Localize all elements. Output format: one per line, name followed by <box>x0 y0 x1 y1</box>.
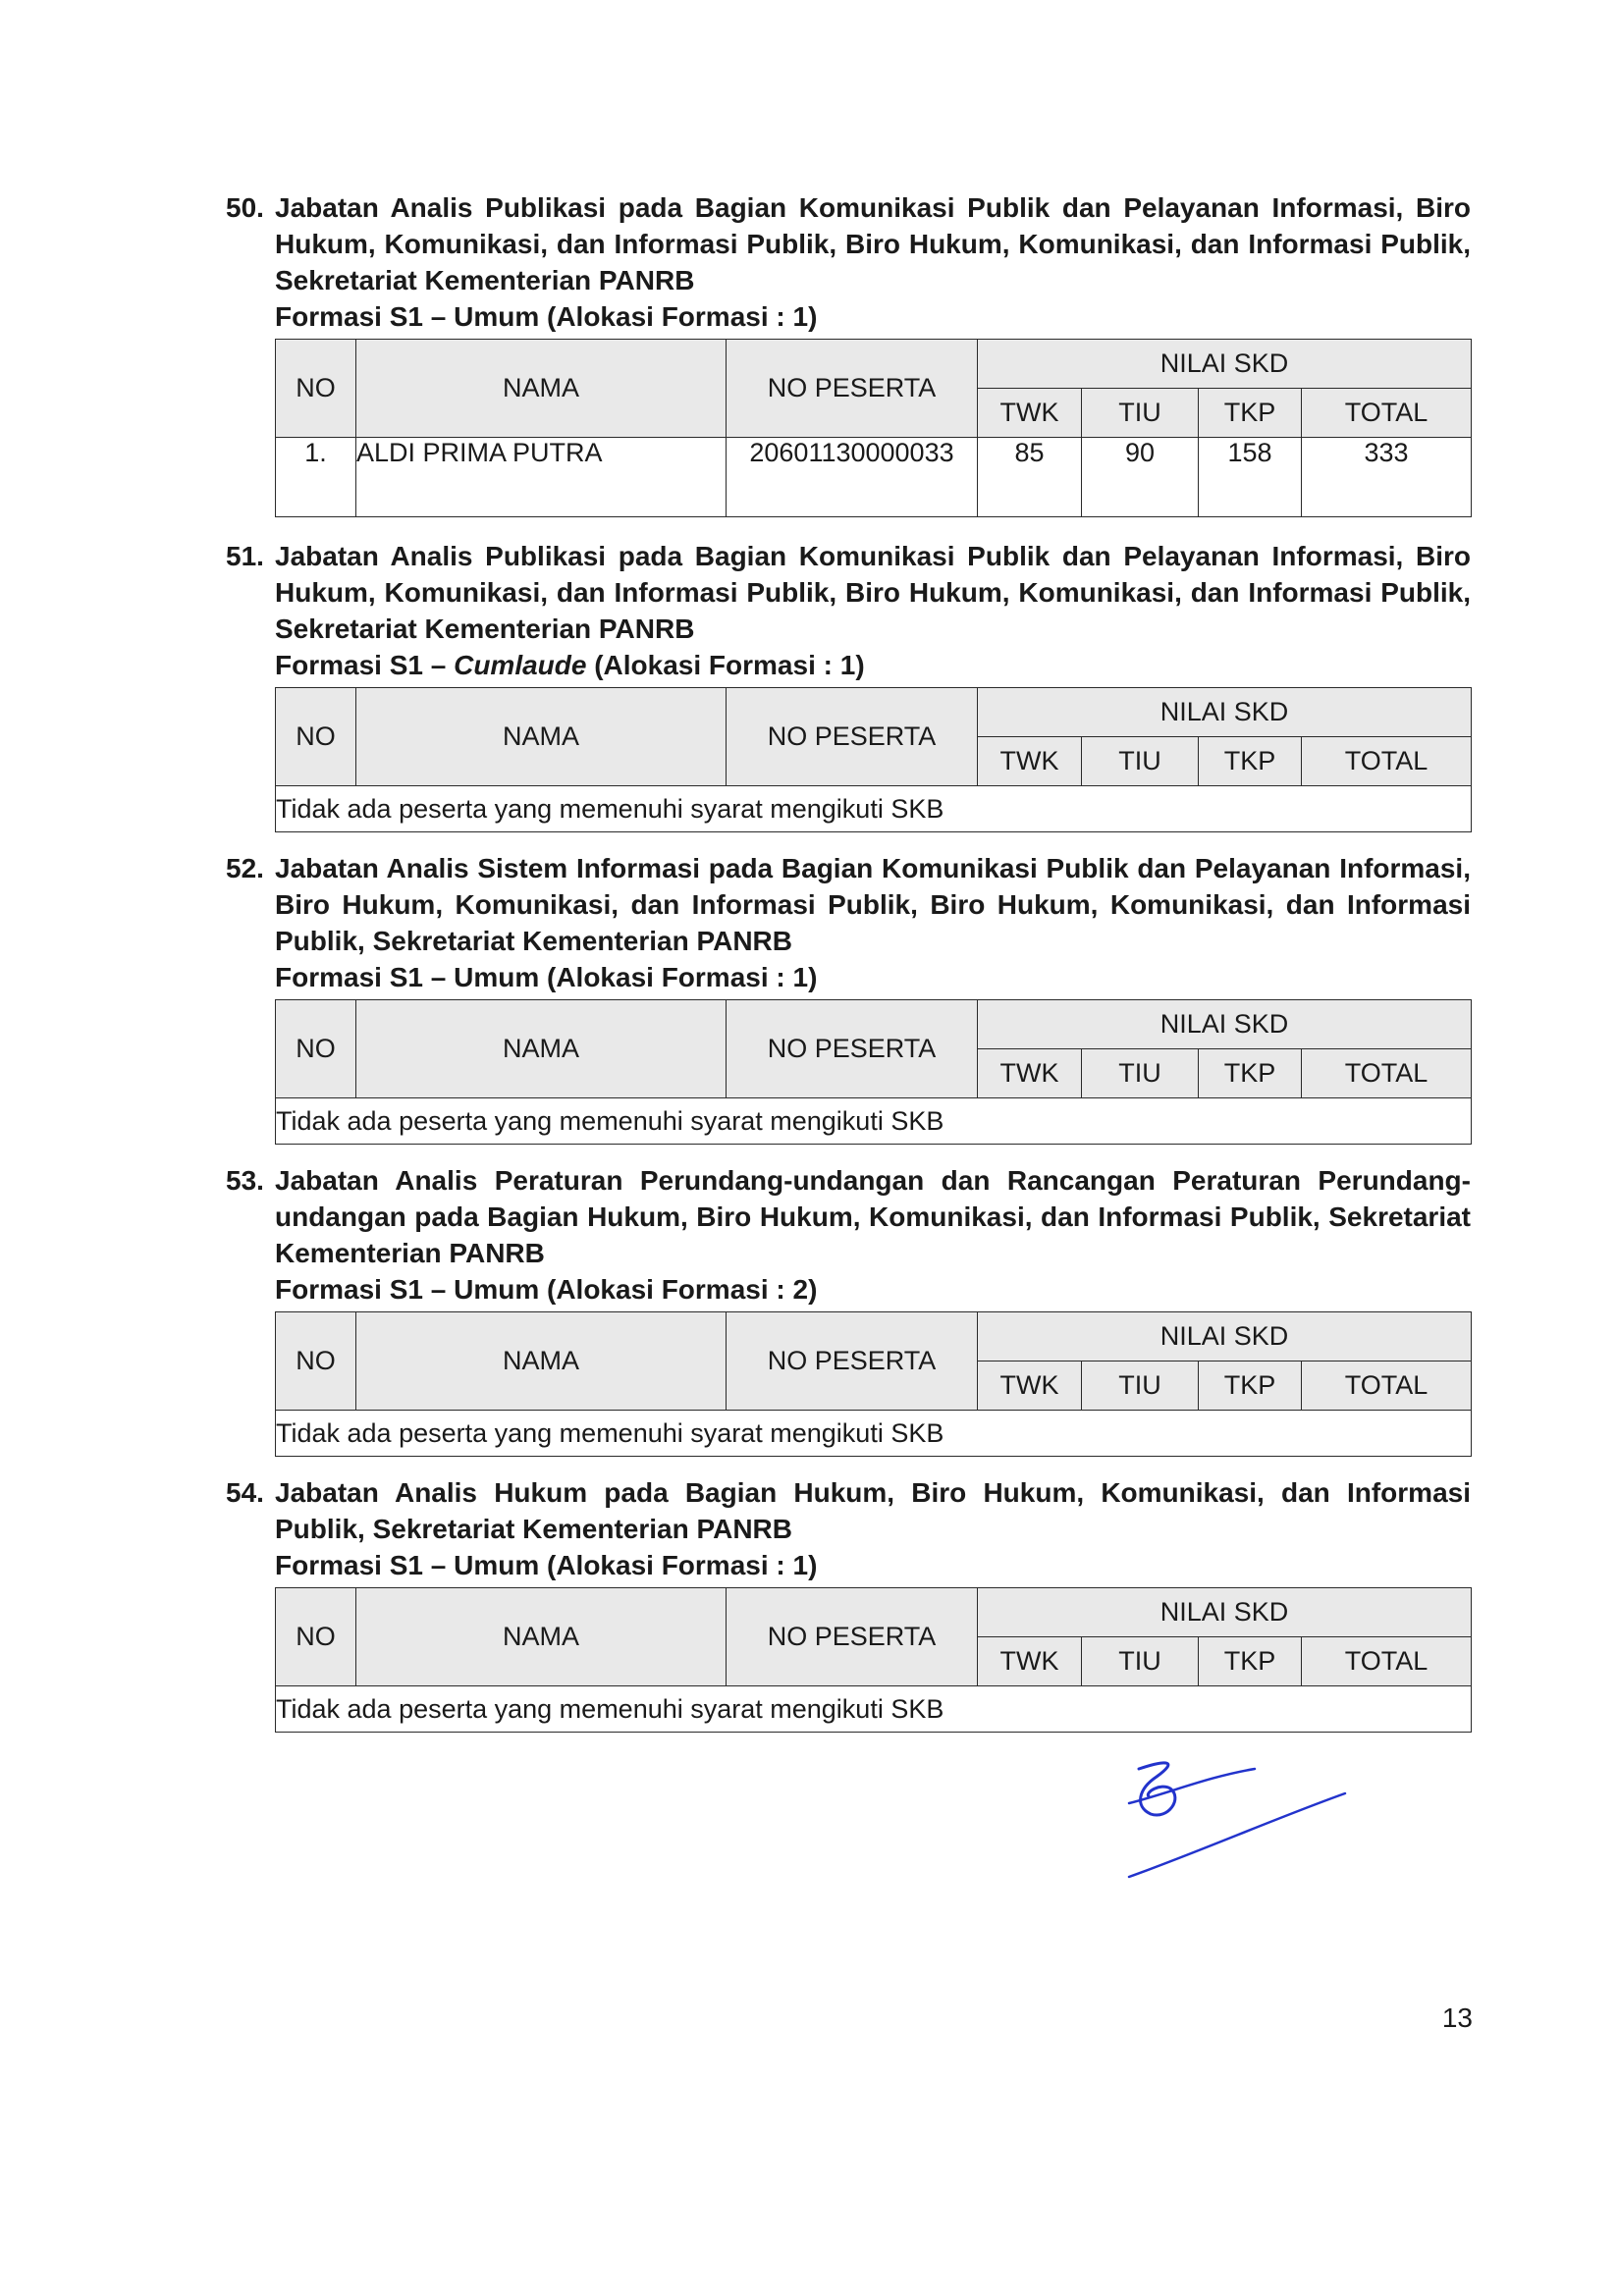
section-number: 50. <box>226 192 264 223</box>
empty-message: Tidak ada peserta yang memenuhi syarat mengikuti SKB <box>276 1411 1472 1457</box>
section-50 <box>226 189 1471 517</box>
section-51 <box>226 538 1471 832</box>
header-twk: TWK <box>978 1637 1082 1686</box>
cell-no-peserta: 20601130000033 <box>727 438 978 517</box>
formasi-prefix: Formasi S1 – <box>275 650 455 680</box>
section-heading <box>226 538 1471 683</box>
header-total: TOTAL <box>1302 1049 1472 1098</box>
formasi-type: Cumlaude <box>454 650 587 680</box>
header-no: NO <box>276 1312 356 1411</box>
header-nama: NAMA <box>356 1000 727 1098</box>
section-heading <box>226 850 1471 995</box>
formasi-line <box>275 647 1471 683</box>
formasi-line <box>275 1547 1471 1583</box>
cell-tiu: 90 <box>1082 438 1199 517</box>
header-tiu: TIU <box>1082 737 1199 786</box>
page-number: 13 <box>1441 2002 1473 2033</box>
header-nama: NAMA <box>356 1588 727 1686</box>
section-number: 52. <box>226 853 264 883</box>
section-heading <box>226 1162 1471 1308</box>
section-title: Jabatan Analis Hukum pada Bagian Hukum, Biro Hukum, Komunikasi, dan Informasi Publik, Sekretariat Kementerian PANRB <box>275 1477 1471 1544</box>
skd-table <box>275 1311 1472 1457</box>
header-nama: NAMA <box>356 1312 727 1411</box>
header-nilai-skd: NILAI SKD <box>978 1000 1472 1049</box>
formasi-suffix: (Alokasi Formasi : 1) <box>586 650 865 680</box>
empty-row <box>276 786 1472 832</box>
formasi-line <box>275 1271 1471 1308</box>
header-no: NO <box>276 688 356 786</box>
header-no: NO <box>276 1000 356 1098</box>
header-tkp: TKP <box>1199 1637 1302 1686</box>
signature-stroke-1 <box>1139 1763 1175 1815</box>
header-total: TOTAL <box>1302 737 1472 786</box>
formasi-type: Umum <box>454 1550 540 1580</box>
section-title: Jabatan Analis Publikasi pada Bagian Komunikasi Publik dan Pelayanan Informasi, Biro Hukum, Komunikasi, dan Informasi Publik, Biro Hukum, Komunikasi, dan Informasi Publik, Sekretariat Kementerian PANRB <box>275 192 1471 295</box>
section-title: Jabatan Analis Sistem Informasi pada Bagian Komunikasi Publik dan Pelayanan Informasi, Biro Hukum, Komunikasi, dan Informasi Publik, Biro Hukum, Komunikasi, dan Informasi Publik, Sekretariat Kementerian PANRB <box>275 853 1471 956</box>
header-nilai-skd: NILAI SKD <box>978 1588 1472 1637</box>
empty-row <box>276 1686 1472 1733</box>
header-tkp: TKP <box>1199 1362 1302 1411</box>
header-no-peserta: NO PESERTA <box>727 688 978 786</box>
header-no-peserta: NO PESERTA <box>727 1000 978 1098</box>
header-twk: TWK <box>978 1362 1082 1411</box>
header-nama: NAMA <box>356 688 727 786</box>
formasi-suffix: (Alokasi Formasi : 1) <box>539 1550 818 1580</box>
header-tkp: TKP <box>1199 737 1302 786</box>
empty-row <box>276 1098 1472 1145</box>
header-twk: TWK <box>978 737 1082 786</box>
formasi-line <box>275 959 1471 995</box>
section-number: 53. <box>226 1165 264 1196</box>
section-heading <box>226 189 1471 335</box>
formasi-suffix: (Alokasi Formasi : 2) <box>539 1274 818 1305</box>
header-tiu: TIU <box>1082 389 1199 438</box>
formasi-type: Umum <box>454 301 540 332</box>
skd-table <box>275 999 1472 1145</box>
section-53 <box>226 1162 1471 1457</box>
section-number: 51. <box>226 541 264 571</box>
header-twk: TWK <box>978 389 1082 438</box>
signature-stroke-3 <box>1129 1793 1345 1877</box>
header-tiu: TIU <box>1082 1637 1199 1686</box>
signature <box>1109 1749 1355 1887</box>
cell-tkp: 158 <box>1199 438 1302 517</box>
skd-table <box>275 1587 1472 1733</box>
cell-total: 333 <box>1302 438 1472 517</box>
header-tkp: TKP <box>1199 389 1302 438</box>
cell-nama: ALDI PRIMA PUTRA <box>356 438 727 517</box>
cell-twk: 85 <box>978 438 1082 517</box>
cell-no: 1. <box>276 438 356 517</box>
header-twk: TWK <box>978 1049 1082 1098</box>
section-number: 54. <box>226 1477 264 1508</box>
section-54 <box>226 1474 1471 1733</box>
formasi-prefix: Formasi S1 – <box>275 301 455 332</box>
header-no-peserta: NO PESERTA <box>727 1312 978 1411</box>
signature-stroke-2 <box>1129 1769 1255 1803</box>
table-row <box>276 438 1472 517</box>
header-nilai-skd: NILAI SKD <box>978 1312 1472 1362</box>
formasi-prefix: Formasi S1 – <box>275 962 455 992</box>
header-nilai-skd: NILAI SKD <box>978 688 1472 737</box>
header-no-peserta: NO PESERTA <box>727 1588 978 1686</box>
header-no: NO <box>276 340 356 438</box>
header-tkp: TKP <box>1199 1049 1302 1098</box>
header-total: TOTAL <box>1302 389 1472 438</box>
formasi-prefix: Formasi S1 – <box>275 1274 455 1305</box>
empty-message: Tidak ada peserta yang memenuhi syarat mengikuti SKB <box>276 1686 1472 1733</box>
formasi-suffix: (Alokasi Formasi : 1) <box>539 962 818 992</box>
formasi-suffix: (Alokasi Formasi : 1) <box>539 301 818 332</box>
skd-table <box>275 339 1472 517</box>
section-heading <box>226 1474 1471 1583</box>
header-tiu: TIU <box>1082 1049 1199 1098</box>
formasi-line <box>275 298 1471 335</box>
header-nilai-skd: NILAI SKD <box>978 340 1472 389</box>
header-tiu: TIU <box>1082 1362 1199 1411</box>
empty-message: Tidak ada peserta yang memenuhi syarat mengikuti SKB <box>276 1098 1472 1145</box>
section-52 <box>226 850 1471 1145</box>
skd-table <box>275 687 1472 832</box>
header-no: NO <box>276 1588 356 1686</box>
header-nama: NAMA <box>356 340 727 438</box>
formasi-type: Umum <box>454 1274 540 1305</box>
section-title: Jabatan Analis Publikasi pada Bagian Komunikasi Publik dan Pelayanan Informasi, Biro Hukum, Komunikasi, dan Informasi Publik, Biro Hukum, Komunikasi, dan Informasi Publik, Sekretariat Kementerian PANRB <box>275 541 1471 644</box>
section-title: Jabatan Analis Peraturan Perundang-undangan dan Rancangan Peraturan Perundang-undangan pada Bagian Hukum, Biro Hukum, Komunikasi, dan Informasi Publik, Sekretariat Kementerian PANRB <box>275 1165 1471 1268</box>
formasi-type: Umum <box>454 962 540 992</box>
empty-row <box>276 1411 1472 1457</box>
header-total: TOTAL <box>1302 1362 1472 1411</box>
header-total: TOTAL <box>1302 1637 1472 1686</box>
formasi-prefix: Formasi S1 – <box>275 1550 455 1580</box>
empty-message: Tidak ada peserta yang memenuhi syarat mengikuti SKB <box>276 786 1472 832</box>
header-no-peserta: NO PESERTA <box>727 340 978 438</box>
